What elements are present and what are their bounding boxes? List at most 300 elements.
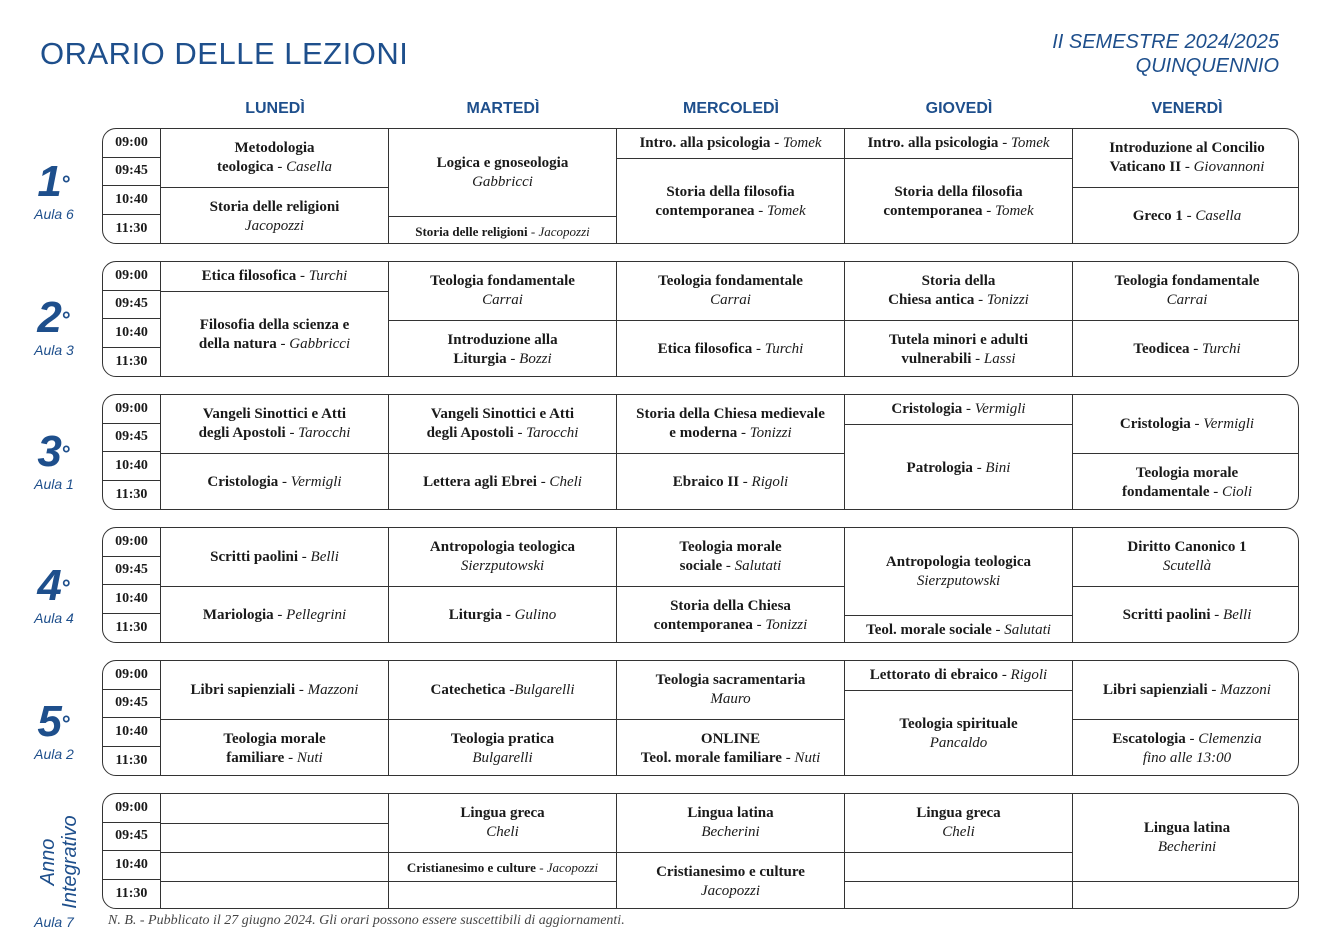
aula-label: Aula 1 — [34, 476, 74, 492]
teacher-name: Jacopozzi — [700, 882, 761, 899]
time-slot: 11:30 — [115, 619, 148, 635]
course-line — [673, 473, 788, 492]
time-slot: 10:40 — [103, 319, 160, 348]
day-column — [161, 395, 389, 509]
time-slot: 09:00 — [103, 661, 160, 690]
course-line — [636, 405, 825, 424]
course-cell — [161, 129, 388, 187]
course-line — [669, 424, 791, 443]
course-name: Scritti paolini — [1122, 607, 1211, 623]
course-cell — [845, 395, 1072, 424]
course-cell — [1073, 453, 1299, 510]
teacher-name: - Bozzi — [506, 350, 552, 367]
time-slot: 11:30 — [115, 353, 148, 369]
course-name: Intro. alla psicologia — [867, 135, 999, 151]
teacher-name: - Salutati — [991, 621, 1051, 638]
year-number — [16, 697, 92, 746]
course-line — [1120, 415, 1254, 434]
course-name: Teol. morale sociale — [866, 621, 992, 638]
course-cell — [845, 129, 1072, 158]
course-name: Lingua latina — [687, 805, 774, 821]
time-slot: 09:45 — [103, 690, 160, 719]
course-cell — [389, 586, 616, 643]
teacher-name: - Cheli — [536, 474, 582, 490]
course-line — [687, 804, 773, 823]
course-line — [654, 616, 808, 635]
course-line — [942, 823, 975, 842]
course-line — [1122, 483, 1252, 502]
time-slot: 10:40 — [103, 452, 160, 481]
course-name: Vaticano II — [1109, 159, 1182, 175]
course-line — [886, 553, 1031, 572]
teacher-name: - Lassi — [971, 350, 1016, 367]
course-name: Storia della Chiesa medievale — [636, 406, 825, 422]
year-label-4 — [16, 561, 92, 626]
course-name: vulnerabili — [901, 350, 972, 367]
year-number — [16, 427, 92, 476]
year-number-text: 2 — [37, 293, 62, 342]
course-name: Introduzione alla — [447, 331, 558, 348]
course-name: Cristologia — [891, 401, 963, 417]
course-name: Antropologia teologica — [429, 539, 576, 555]
course-line — [423, 473, 582, 492]
course-line — [655, 202, 805, 221]
day-column — [161, 262, 389, 376]
course-cell — [389, 661, 616, 719]
teacher-name: Becherini — [701, 824, 760, 840]
course-line — [870, 666, 1047, 685]
course-name: Storia delle religioni — [415, 223, 528, 239]
year-block — [102, 261, 1299, 377]
course-cell — [1073, 187, 1299, 244]
course-cell — [617, 794, 844, 852]
course-line — [710, 291, 751, 310]
course-line — [701, 730, 760, 749]
course-name: Teodicea — [1133, 341, 1190, 357]
course-name: Chiesa antica — [888, 292, 975, 308]
course-line — [866, 621, 1051, 640]
course-line — [1103, 681, 1271, 700]
course-cell — [617, 320, 844, 377]
time-column — [103, 528, 161, 642]
course-name: Mariologia — [202, 607, 274, 623]
course-line — [1144, 819, 1230, 838]
course-name: Lingua greca — [460, 805, 545, 821]
day-column — [617, 262, 845, 376]
course-name: Lettorato di ebraico — [869, 667, 999, 683]
empty-cell — [161, 794, 388, 823]
course-cell — [1073, 129, 1299, 187]
course-cell — [845, 661, 1072, 690]
teacher-name: Carrai — [482, 292, 523, 308]
teacher-name: - Turchi — [1189, 341, 1241, 357]
course-line — [210, 198, 340, 217]
course-line — [1143, 749, 1231, 768]
course-line — [202, 267, 348, 286]
course-line — [407, 858, 598, 877]
time-slot: 09:00 — [103, 262, 160, 291]
course-name: Etica filosofica — [201, 268, 297, 284]
day-column — [389, 794, 617, 908]
course-name: degli Apostoli — [198, 425, 286, 441]
course-name: Libri sapienziali — [1103, 681, 1208, 698]
course-line — [710, 690, 750, 709]
day-column — [1073, 794, 1299, 908]
day-column — [389, 528, 617, 642]
course-cell — [1073, 262, 1299, 320]
course-name: Escatologia — [1112, 730, 1186, 747]
course-line — [891, 400, 1025, 419]
program-label: QUINQUENNIO — [1135, 55, 1279, 77]
degree-sign: ° — [61, 171, 71, 196]
time-slot: 11:30 — [115, 752, 148, 768]
day-column — [161, 528, 389, 642]
course-name: Teologia fondamentale — [430, 273, 575, 289]
course-cell — [617, 453, 844, 510]
time-slot: 09:00 — [103, 395, 160, 424]
empty-cell — [1073, 881, 1299, 909]
course-line — [431, 681, 575, 700]
course-line — [701, 882, 760, 901]
course-name: Patrologia — [906, 459, 973, 476]
teacher-name: - Bini — [972, 459, 1011, 476]
course-cell — [617, 395, 844, 453]
course-line — [199, 335, 350, 354]
teacher-name: - Nuti — [284, 749, 323, 766]
course-line — [472, 173, 533, 192]
course-line — [1133, 207, 1241, 226]
day-column — [845, 262, 1073, 376]
course-line — [447, 331, 557, 350]
teacher-name: - Vermigli — [278, 474, 342, 490]
course-cell — [845, 690, 1072, 776]
teacher-name: - Cioli — [1209, 483, 1252, 500]
course-cell — [161, 528, 388, 586]
course-cell — [389, 453, 616, 510]
course-name: Cristianesimo e culture — [406, 859, 536, 875]
course-cell — [845, 528, 1072, 615]
course-name: contemporanea — [653, 616, 753, 633]
day-column — [617, 395, 845, 509]
course-line — [431, 405, 574, 424]
footnote: N. B. - Pubblicato il 27 giugno 2024. Gli orari possono essere suscettibili di aggiornamenti. — [108, 913, 625, 928]
course-name: Ebraico II — [672, 474, 740, 490]
time-column — [103, 395, 161, 509]
aula-label: Aula 6 — [34, 206, 74, 222]
teacher-name: Scutellà — [1162, 558, 1212, 574]
course-cell — [389, 216, 616, 244]
course-name: Lingua greca — [916, 805, 1001, 821]
teacher-name: - Clemenzia — [1185, 730, 1262, 747]
time-slot: 10:40 — [103, 186, 160, 215]
aula-label: Aula 2 — [34, 746, 74, 762]
course-cell — [161, 661, 388, 719]
course-line — [916, 804, 1000, 823]
teacher-name: - Tonizzi — [974, 292, 1029, 308]
teacher-name: - Casella — [273, 159, 332, 175]
year-number-text: 3 — [37, 427, 62, 476]
teacher-name: - Turchi — [296, 268, 348, 284]
course-cell — [1073, 528, 1299, 586]
course-cell — [1073, 661, 1299, 719]
day-header-thursday: GIOVEDÌ — [925, 100, 993, 117]
teacher-name: - Tomek — [770, 135, 822, 151]
teacher-name: Becherini — [1157, 838, 1217, 855]
teacher-name: Carrai — [1166, 292, 1208, 308]
course-line — [1109, 139, 1265, 158]
time-slot: 11:30 — [115, 885, 148, 901]
teacher-name: - Gulino — [502, 607, 557, 623]
teacher-name: - Casella — [1182, 208, 1242, 224]
course-name: degli Apostoli — [426, 425, 514, 441]
course-name: Introduzione al Concilio — [1109, 140, 1265, 156]
course-cell — [389, 262, 616, 320]
course-cell — [161, 586, 388, 643]
course-cell — [845, 262, 1072, 320]
course-line — [461, 557, 544, 576]
teacher-name: - Nuti — [781, 749, 821, 766]
teacher-name: - Salutati — [722, 558, 782, 574]
course-cell — [617, 661, 844, 719]
course-cell — [161, 262, 388, 291]
course-cell — [1073, 794, 1299, 881]
time-slot: 11:30 — [115, 486, 148, 502]
course-name: Etica filosofica — [657, 341, 753, 357]
year-label-2 — [16, 293, 92, 358]
course-line — [656, 863, 805, 882]
course-line — [899, 715, 1017, 734]
teacher-name: - Mazzoni — [1207, 681, 1271, 698]
day-column — [389, 129, 617, 243]
year-number — [16, 561, 92, 610]
degree-sign: ° — [61, 711, 71, 736]
course-cell — [389, 129, 616, 216]
course-cell — [845, 794, 1072, 852]
course-line — [889, 331, 1028, 350]
day-column — [617, 794, 845, 908]
course-name: Tutela minori e adulti — [888, 331, 1029, 348]
teacher-name: - Rigoli — [739, 474, 789, 490]
course-name: Liturgia — [453, 350, 507, 367]
course-name: Teologia sacramentaria — [655, 672, 806, 688]
course-name: Scritti paolini — [210, 548, 299, 565]
course-line — [226, 749, 322, 768]
day-column — [845, 129, 1073, 243]
time-slot: 09:00 — [103, 129, 160, 158]
course-cell — [389, 794, 616, 852]
course-line — [1115, 272, 1260, 291]
course-name: Teologia pratica — [450, 730, 555, 747]
course-line — [199, 424, 351, 443]
time-slot: 09:45 — [103, 291, 160, 320]
course-line — [437, 154, 569, 173]
day-column — [389, 661, 617, 775]
course-cell — [389, 528, 616, 586]
course-name: Storia della filosofia — [894, 184, 1023, 200]
course-cell — [845, 320, 1072, 377]
day-column — [845, 661, 1073, 775]
course-line — [453, 350, 551, 369]
course-cell — [617, 262, 844, 320]
teacher-name: - Tonizzi — [737, 425, 792, 441]
course-cell — [845, 158, 1072, 244]
course-name: Lettera agli Ebrei — [423, 474, 537, 490]
course-line — [922, 272, 996, 291]
day-column — [617, 528, 845, 642]
course-name: e moderna — [669, 425, 738, 441]
day-header-wednesday: MERCOLEDÌ — [683, 100, 779, 117]
empty-cell — [389, 881, 616, 909]
day-column — [1073, 395, 1299, 509]
teacher-name: -Bulgarelli — [505, 681, 575, 698]
course-name: Lingua latina — [1143, 819, 1231, 836]
teacher-name: - Gabbricci — [276, 336, 351, 352]
teacher-name: Carrai — [710, 292, 751, 308]
year-label-5 — [16, 697, 92, 762]
day-column — [845, 395, 1073, 509]
teacher-name: - Rigoli — [998, 667, 1048, 683]
day-column — [161, 794, 389, 908]
time-slot: 10:40 — [103, 718, 160, 747]
course-cell — [1073, 719, 1299, 776]
teacher-name: - Vermigli — [1190, 415, 1255, 432]
course-cell — [1073, 395, 1299, 453]
course-line — [867, 134, 1049, 153]
course-name: della natura — [198, 336, 277, 352]
course-line — [894, 183, 1022, 202]
course-line — [679, 538, 781, 557]
empty-cell — [161, 881, 388, 909]
course-name: Liturgia — [448, 607, 503, 623]
teacher-name: - Belli — [1210, 607, 1252, 623]
teacher-name: Cheli — [942, 824, 975, 840]
teacher-name: Pancaldo — [929, 735, 988, 751]
course-cell — [617, 586, 844, 643]
course-line — [449, 606, 557, 625]
teacher-name: - Tomek — [982, 203, 1034, 219]
course-name: contemporanea — [883, 203, 983, 219]
course-cell — [161, 719, 388, 776]
course-line — [1110, 158, 1265, 177]
course-cell — [161, 453, 388, 510]
course-name: fondamentale — [1121, 483, 1210, 500]
course-name: Filosofia della scienza e — [199, 317, 350, 333]
course-name: Storia della filosofia — [666, 184, 795, 200]
teacher-name: - Giovannoni — [1181, 159, 1265, 175]
course-line — [658, 340, 804, 359]
course-line — [486, 823, 519, 842]
course-line — [427, 424, 579, 443]
teacher-name: Jacopozzi — [244, 217, 305, 234]
course-cell — [617, 719, 844, 776]
day-column — [845, 794, 1073, 908]
teacher-name: - Tonizzi — [752, 616, 808, 633]
day-header-friday: VENERDÌ — [1151, 100, 1223, 117]
course-line — [217, 158, 332, 177]
year-label-integrativo — [22, 796, 134, 916]
course-name: Cristologia — [207, 474, 279, 490]
teacher-name: - Jacopozzi — [535, 859, 599, 875]
course-name: Storia della — [921, 273, 996, 289]
day-column — [1073, 528, 1299, 642]
course-name: Greco 1 — [1132, 208, 1183, 224]
aula-label: Aula 4 — [34, 610, 74, 626]
course-name: Storia della Chiesa — [670, 597, 791, 614]
empty-cell — [845, 881, 1072, 909]
time-slot: 09:45 — [103, 823, 160, 852]
empty-cell — [845, 852, 1072, 881]
course-name: Antropologia teologica — [885, 553, 1032, 570]
time-slot: 09:00 — [103, 794, 160, 823]
course-name: Metodologia — [234, 140, 315, 156]
course-line — [235, 139, 315, 158]
course-name: Teologia spirituale — [899, 716, 1018, 732]
course-cell — [161, 395, 388, 453]
day-column — [1073, 661, 1299, 775]
time-slot: 11:30 — [115, 220, 148, 236]
course-name: Catechetica — [430, 681, 506, 698]
course-line — [641, 749, 821, 768]
time-column — [103, 129, 161, 243]
time-slot: 09:45 — [103, 158, 160, 187]
day-column — [389, 262, 617, 376]
course-cell — [389, 719, 616, 776]
day-header-monday: LUNEDÌ — [245, 100, 305, 117]
day-column — [617, 129, 845, 243]
teacher-name: - Pellegrini — [273, 607, 347, 623]
course-name: Teologia morale — [1135, 464, 1239, 481]
teacher-name: fino alle 13:00 — [1142, 749, 1232, 766]
teacher-name: Bulgarelli — [472, 749, 533, 766]
year-label-3 — [16, 427, 92, 492]
year-label-line: Integrativo — [59, 815, 81, 909]
course-line — [658, 272, 803, 291]
course-cell — [389, 395, 616, 453]
course-cell — [389, 852, 616, 881]
course-line — [203, 606, 346, 625]
course-name: Cristianesimo e culture — [656, 863, 805, 880]
course-name: Teologia fondamentale — [1114, 273, 1260, 289]
course-name: Diritto Canonico 1 — [1127, 539, 1247, 555]
course-line — [917, 572, 1000, 591]
course-name: contemporanea — [655, 203, 755, 219]
degree-sign: ° — [61, 307, 71, 332]
course-cell — [1073, 320, 1299, 377]
teacher-name: - Jacopozzi — [527, 223, 590, 239]
year-number-text: 5 — [37, 697, 62, 746]
course-line — [460, 804, 544, 823]
teacher-name: - Tomek — [998, 135, 1050, 151]
course-line — [639, 134, 821, 153]
time-slot: 09:45 — [103, 424, 160, 453]
course-name: Libri sapienziali — [190, 681, 296, 698]
course-line — [1133, 340, 1240, 359]
teacher-name: - Belli — [298, 548, 339, 565]
time-column — [103, 262, 161, 376]
course-line — [210, 548, 339, 567]
course-line — [670, 597, 791, 616]
course-line — [1136, 464, 1238, 483]
time-column — [103, 661, 161, 775]
course-line — [1163, 557, 1211, 576]
day-column — [845, 528, 1073, 642]
teacher-name: - Tomek — [754, 203, 806, 219]
course-line — [888, 291, 1029, 310]
course-name: Vangeli Sinottici e Atti — [430, 406, 575, 422]
course-line — [203, 405, 346, 424]
course-name: sociale — [679, 558, 723, 574]
year-block — [102, 527, 1299, 643]
